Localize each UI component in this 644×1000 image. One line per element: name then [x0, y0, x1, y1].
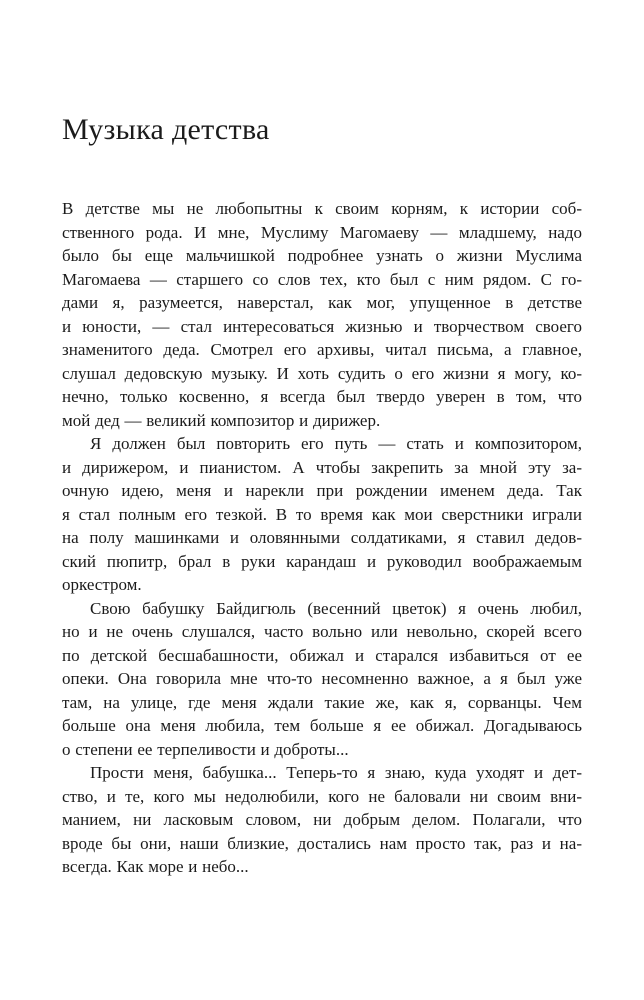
text-line: Магомаева — старшего со слов тех, кто был с ним рядом. С го- — [62, 269, 582, 289]
text-line: слушал дедовскую музыку. И хоть судить о его жизни я могу, ко- — [62, 363, 582, 383]
text-line: дами я, разумеется, наверстал, как мог, упущенное в детстве — [62, 293, 582, 312]
text-line: В детстве мы не любопытны к своим корням, к истории соб- — [62, 199, 582, 218]
text-line: вроде бы они, наши близкие, достались нам просто так, раз и на- — [62, 833, 582, 853]
text-line: очную идею, меня и нарекли при рождении именем деда. Так — [62, 481, 582, 500]
text-line: и юности, — стал интересоваться жизнью и творчеством своего — [62, 316, 582, 336]
text-line: оркестром. — [62, 575, 142, 594]
paragraph — [62, 432, 582, 597]
text-line: я стал полным его тезкой. В то время как мои сверстники играли — [62, 504, 582, 524]
text-line: о степени ее терпеливости и доброты... — [62, 739, 349, 759]
text-line: всегда. Как море и небо... — [62, 857, 249, 876]
text-line: мой дед — великий композитор и дирижер. — [62, 410, 381, 430]
text-line: больше она меня любила, тем больше я ее обижал. Догадываюсь — [62, 716, 582, 735]
text-line: нечно, только косвенно, я всегда был твердо уверен в том, что — [62, 387, 582, 406]
text-line: и дирижером, и пианистом. А чтобы закрепить за мной эту за- — [62, 457, 582, 477]
text-line: по детской бесшабашности, обижал и старался избавиться от ее — [62, 645, 582, 665]
text-line: Я должен был повторить его путь — стать и композитором, — [90, 434, 582, 453]
chapter-title: Музыка детства — [62, 113, 270, 146]
text-line: на полу машинками и оловянными солдатиками, я ставил дедов- — [62, 528, 582, 547]
text-line: ственного рода. И мне, Муслиму Магомаеву — младшему, надо — [62, 222, 582, 242]
paragraph — [62, 761, 582, 879]
text-line: Свою бабушку Байдигюль (весенний цветок) я очень любил, — [90, 598, 582, 618]
body-text — [62, 197, 582, 879]
text-line: там, на улице, где меня ждали такие же, как я, сорванцы. Чем — [62, 692, 582, 712]
text-line: было бы еще мальчишкой подробнее узнать о жизни Муслима — [62, 246, 582, 265]
text-line: знаменитого деда. Смотрел его архивы, читал письма, а главное, — [62, 340, 582, 359]
text-line: опеки. Она говорила мне что-то несомненно важное, а я был уже — [62, 669, 582, 688]
text-line: ство, и те, кого мы недолюбили, кого не баловали ни своим вни- — [62, 786, 582, 806]
text-line: манием, ни ласковым словом, ни добрым делом. Полагали, что — [62, 810, 582, 829]
text-line: Прости меня, бабушка... Теперь-то я знаю, куда уходят и дет- — [90, 763, 582, 782]
text-line: но и не очень слушался, часто вольно или невольно, скорей всего — [62, 622, 582, 641]
text-line: ский пюпитр, брал в руки карандаш и руководил воображаемым — [62, 551, 582, 571]
paragraph — [62, 197, 582, 432]
paragraph — [62, 597, 582, 762]
